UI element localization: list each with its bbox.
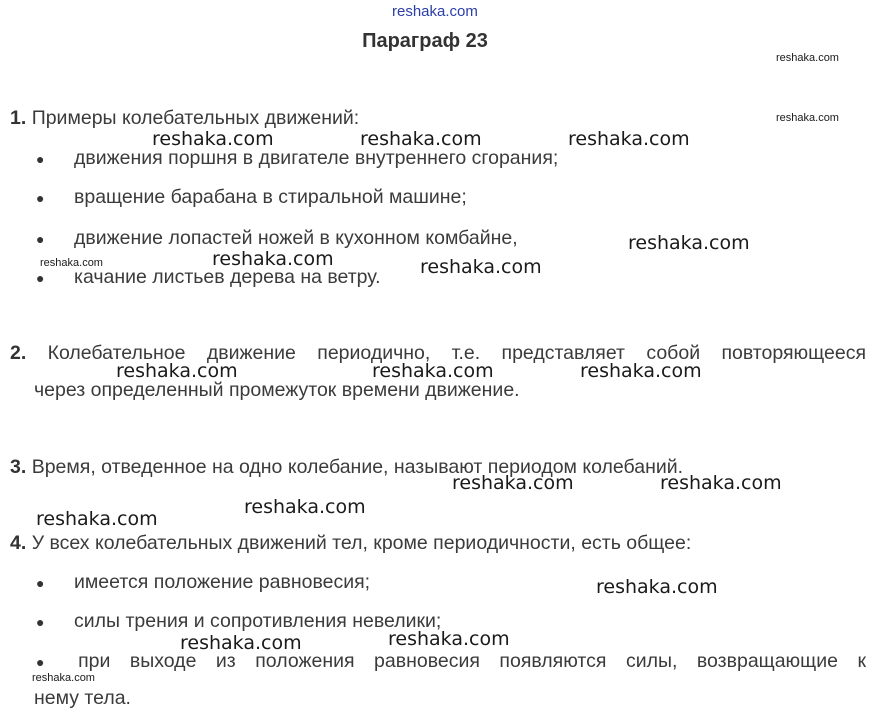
item-number: 1. <box>10 107 27 129</box>
watermark: reshaka.com <box>152 128 274 150</box>
watermark: reshaka.com <box>372 360 494 382</box>
watermark-small: reshaka.com <box>776 52 839 64</box>
item-number: 2. <box>10 342 27 364</box>
bullet-icon: ● <box>36 151 45 167</box>
watermark: reshaka.com <box>628 232 750 254</box>
bullet-icon: ● <box>36 231 45 247</box>
watermark: reshaka.com <box>568 128 690 150</box>
item-text-line1: Колебательное движение периодично, т.е. представляет собой повторяющееся <box>47 342 866 364</box>
list-item: имеется положение равновесия; <box>74 571 371 593</box>
watermark: reshaka.com <box>452 472 574 494</box>
watermark-small: reshaka.com <box>32 672 95 684</box>
list-item: качание листьев дерева на ветру. <box>74 266 381 288</box>
bullet-icon: ● <box>36 270 45 286</box>
watermark: reshaka.com <box>420 256 542 278</box>
item-4 <box>10 531 691 555</box>
list-item-line1: при выходе из положения равновесия появляются силы, возвращающие к <box>78 650 866 672</box>
list-item: движение лопастей ножей в кухонном комбайне, <box>74 227 518 249</box>
item-number: 3. <box>10 456 27 478</box>
bullet-icon: ● <box>36 654 59 670</box>
page-title: Параграф 23 <box>362 30 488 52</box>
item-text: У всех колебательных движений тел, кроме периодичности, есть общее: <box>31 532 692 554</box>
item-number: 4. <box>10 532 27 554</box>
list-item: силы трения и сопротивления невелики; <box>74 610 442 632</box>
item-3 <box>10 455 683 479</box>
list-item-line2: нему тела. <box>34 687 131 709</box>
watermark: reshaka.com <box>580 360 702 382</box>
item-text-line2: через определенный промежуток времени движение. <box>34 379 520 401</box>
watermark: reshaka.com <box>212 248 334 270</box>
item-text: Время, отведенное на одно колебание, называют периодом колебаний. <box>31 456 684 478</box>
list-item <box>36 649 866 674</box>
header-watermark: reshaka.com <box>392 3 478 20</box>
watermark: reshaka.com <box>596 576 718 598</box>
item-text: Примеры колебательных движений: <box>31 107 360 129</box>
bullet-icon: ● <box>36 575 45 591</box>
watermark: reshaka.com <box>36 508 158 530</box>
watermark-small: reshaka.com <box>776 112 839 124</box>
watermark: reshaka.com <box>360 128 482 150</box>
watermark: reshaka.com <box>660 472 782 494</box>
watermark-small: reshaka.com <box>40 257 103 269</box>
watermark: reshaka.com <box>180 632 302 654</box>
list-item: движения поршня в двигателе внутреннего сгорания; <box>74 147 559 169</box>
bullet-icon: ● <box>36 614 45 630</box>
item-1 <box>10 106 359 130</box>
watermark: reshaka.com <box>388 628 510 650</box>
watermark: reshaka.com <box>116 360 238 382</box>
list-item: вращение барабана в стиральной машине; <box>74 186 467 208</box>
bullet-icon: ● <box>36 190 45 206</box>
watermark: reshaka.com <box>244 496 366 518</box>
